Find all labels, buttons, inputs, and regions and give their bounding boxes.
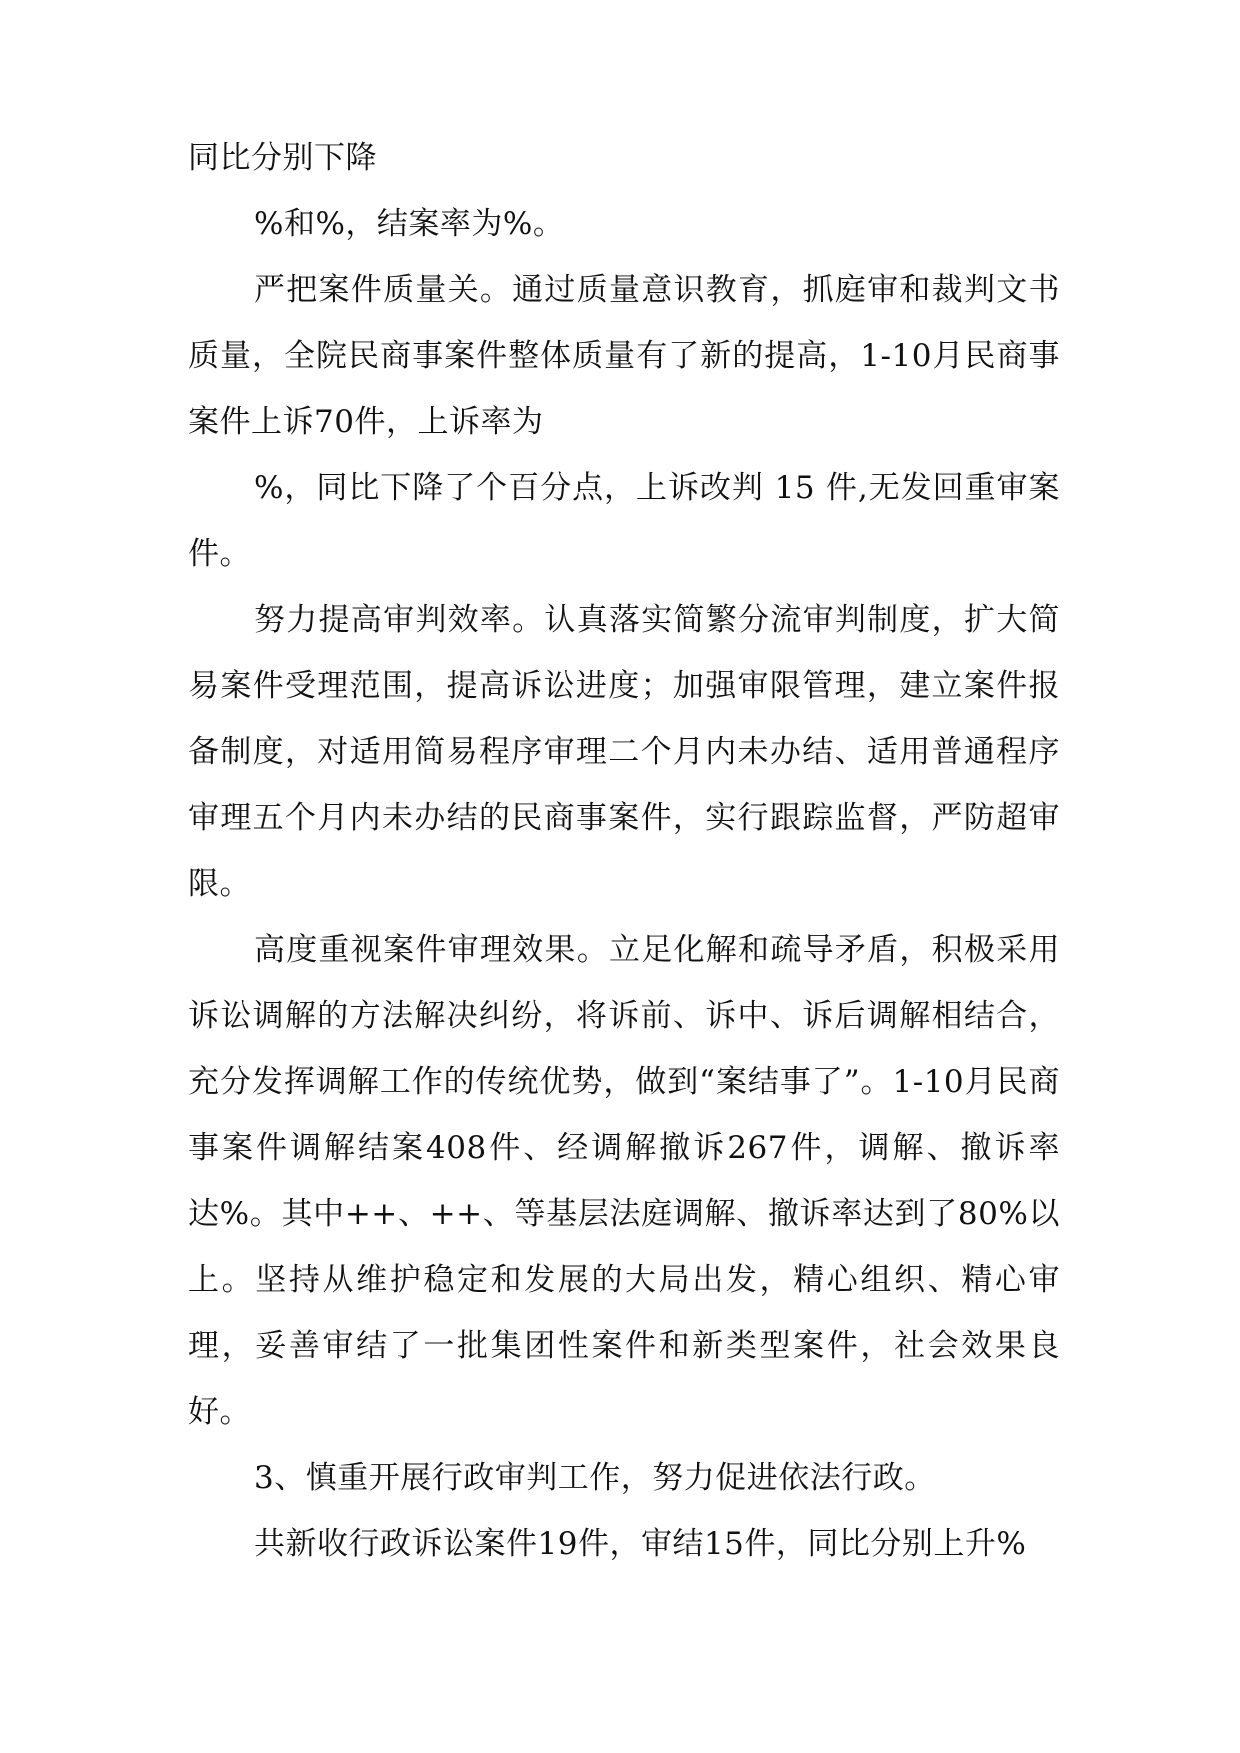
paragraph-5: 努力提高审判效率。认真落实简繁分流审判制度，扩大简易案件受理范围，提高诉讼进度；加强审限管理，建立案件报备制度，对适用简易程序审理二个月内未办结、适用普通程序审理五个月内未办结的民商事案件，实行跟踪监督，严防超审限。 (188, 602, 1060, 902)
paragraph-7: 3、慎重开展行政审判工作，努力促进依法行政。 (254, 1460, 936, 1496)
paragraph-8: 共新收行政诉讼案件19件，审结15件，同比分别上升% (254, 1526, 1027, 1562)
document-body (188, 125, 1060, 1577)
paragraph-2: %和%，结案率为%。 (254, 206, 565, 242)
paragraph-1: 同比分别下降 (188, 140, 377, 176)
paragraph-4: %，同比下降了个百分点，上诉改判 15 件,无发回重审案件。 (188, 470, 1060, 572)
paragraph-3: 严把案件质量关。通过质量意识教育，抓庭审和裁判文书质量，全院民商事案件整体质量有了新的提高，1-10月民商事案件上诉70件，上诉率为 (188, 272, 1060, 440)
paragraph-6: 高度重视案件审理效果。立足化解和疏导矛盾，积极采用诉讼调解的方法解决纠纷，将诉前、诉中、诉后调解相结合，充分发挥调解工作的传统优势，做到“案结事了”。1-10月民商事案件调解结案408件、经调解撤诉267件，调解、撤诉率达%。其中++、++、等基层法庭调解、撤诉率达到了80%以上。坚持从维护稳定和发展的大局出发，精心组织、精心审理，妥善审结了一批集团性案件和新类型案件，社会效果良好。 (188, 932, 1060, 1430)
